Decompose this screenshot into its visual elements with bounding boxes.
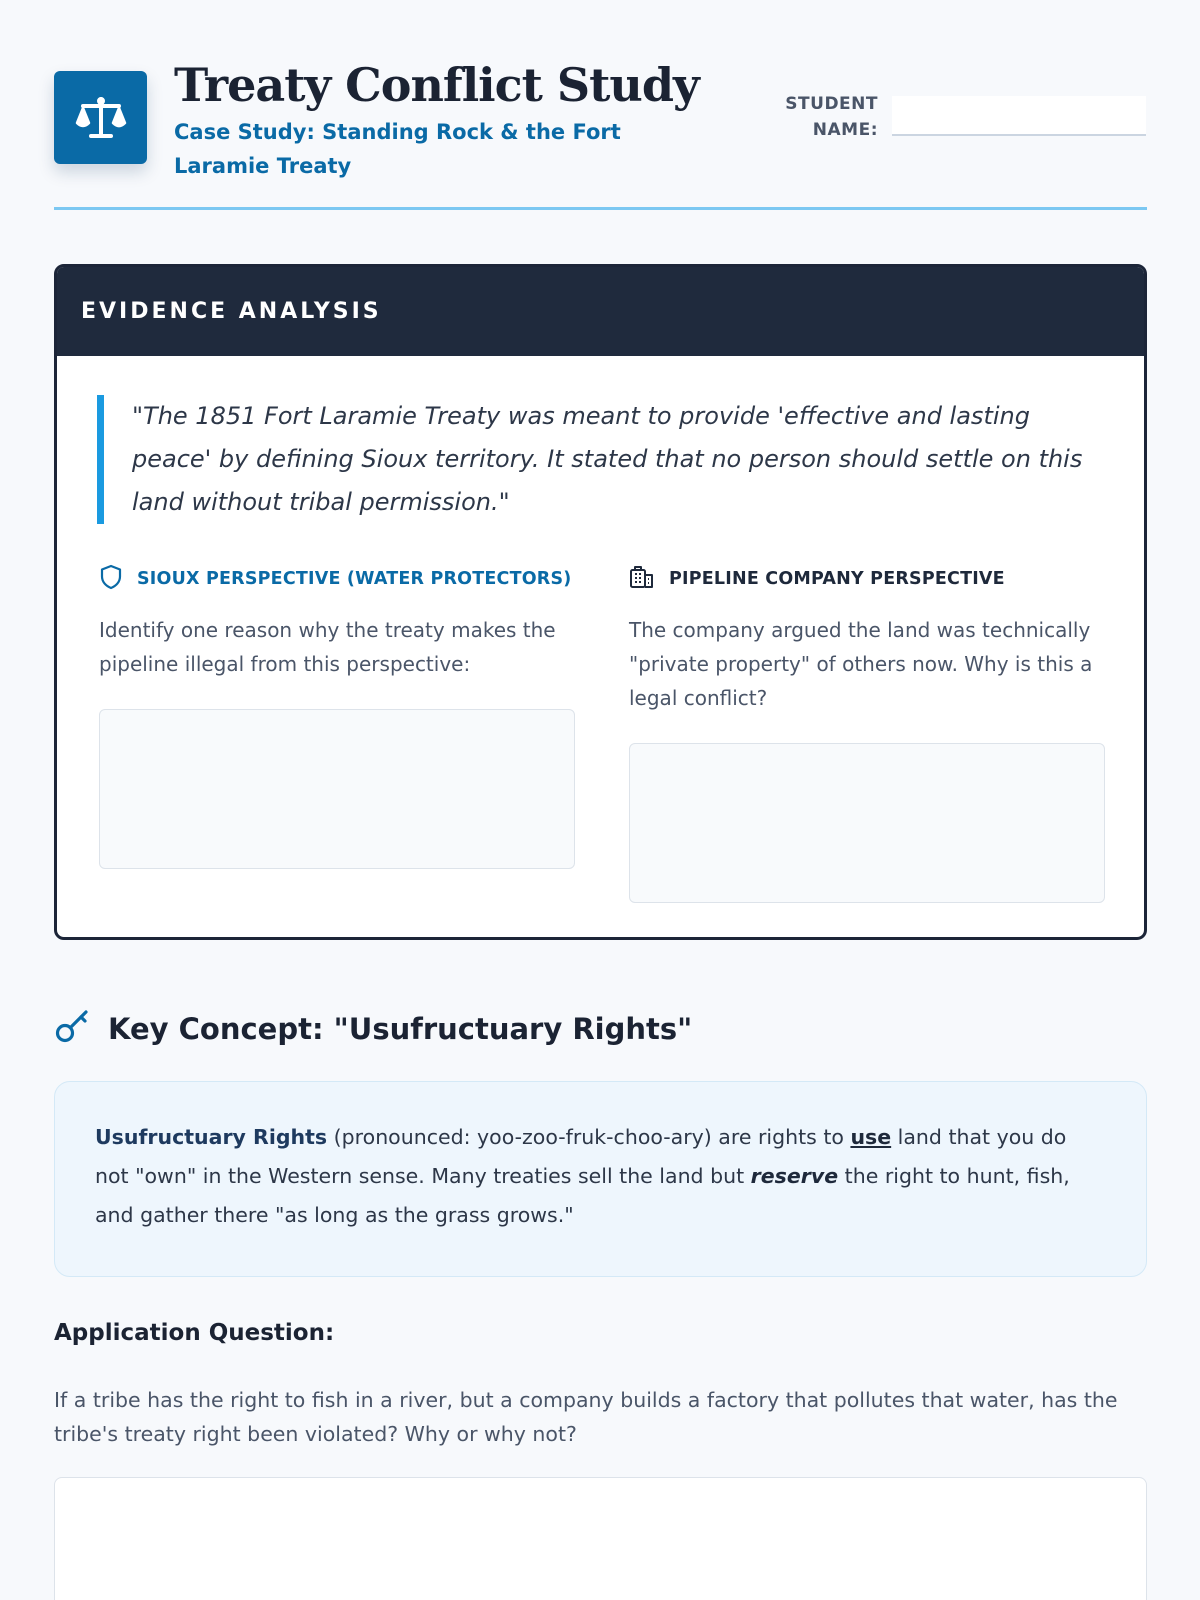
sioux-perspective-heading: [99, 565, 577, 593]
application-answer-box[interactable]: [54, 1477, 1147, 1600]
company-perspective-prompt: The company argued the land was technically "private property" of others now. Why is this a legal conflict?: [629, 618, 1093, 710]
key-icon: [54, 1007, 92, 1052]
page-title: Treaty Conflict Study: [174, 58, 699, 112]
concept-use-word: use: [850, 1125, 892, 1149]
sioux-perspective-title: SIOUX PERSPECTIVE (WATER PROTECTORS): [137, 569, 572, 589]
worksheet-header: [54, 58, 1147, 210]
evidence-analysis-card: [54, 264, 1147, 940]
concept-text-1: (pronounced: yoo-zoo-fruk-choo-ary) are rights to: [327, 1125, 851, 1149]
application-question-text: If a tribe has the right to fish in a river, but a company builds a factory that pollutes that water, has the tribe's treaty right been violated? Why or why not?: [54, 1388, 1118, 1446]
sioux-answer-box[interactable]: [99, 709, 575, 869]
concept-text-2: land that you do not "own" in the Western sense. Many treaties sell the land but: [95, 1125, 1067, 1188]
evidence-analysis-heading: EVIDENCE ANALYSIS: [57, 267, 1144, 356]
key-concept-definition: [54, 1081, 1147, 1277]
company-perspective-section: [629, 565, 1107, 903]
key-concept-heading: [54, 1006, 692, 1052]
header-divider: [54, 207, 1147, 210]
student-name-label: STUDENT NAME:: [785, 94, 878, 140]
application-question-heading: Application Question:: [54, 1320, 335, 1346]
company-answer-box[interactable]: [629, 743, 1105, 903]
building-icon: [629, 565, 655, 594]
sioux-perspective-prompt: Identify one reason why the treaty makes the pipeline illegal from this perspective:: [99, 618, 556, 676]
company-perspective-heading: [629, 565, 1107, 593]
student-name-input[interactable]: [892, 96, 1146, 136]
sioux-perspective-section: [99, 565, 577, 869]
balance-scale-icon: [54, 71, 147, 164]
company-perspective-title: PIPELINE COMPANY PERSPECTIVE: [669, 569, 1005, 589]
key-concept-title: Key Concept: "Usufructuary Rights": [108, 1012, 693, 1046]
concept-reserve-word: reserve: [750, 1164, 839, 1188]
shield-icon: [99, 564, 123, 595]
concept-text-3: the right to hunt, fish, and gather there "as long as the grass grows.": [95, 1164, 1070, 1227]
concept-term: Usufructuary Rights: [95, 1125, 328, 1149]
page-subtitle: Case Study: Standing Rock & the Fort Laramie Treaty: [174, 120, 621, 178]
treaty-quote: "The 1851 Fort Laramie Treaty was meant to provide 'effective and lasting peace' by defining Sioux territory. It stated that no person should settle on this land without tribal permission.": [97, 395, 1107, 524]
